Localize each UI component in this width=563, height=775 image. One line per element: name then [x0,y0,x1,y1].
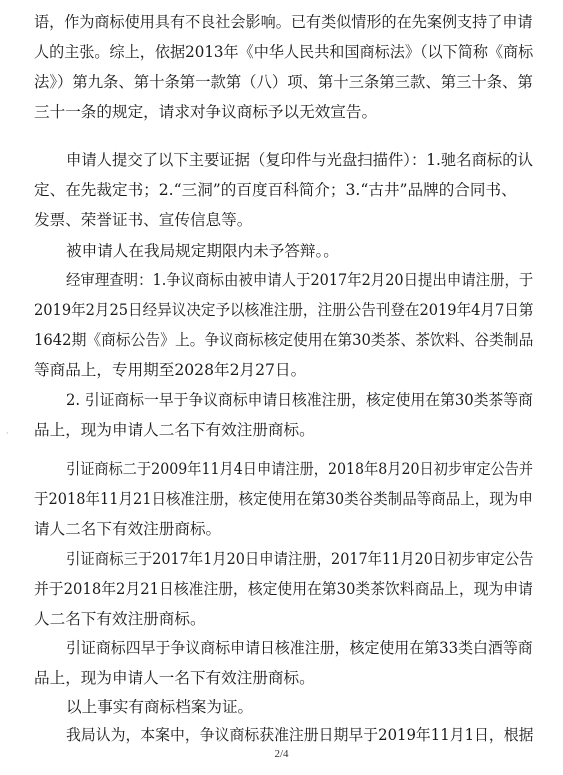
text-line: 法》）第九条、第十条第一款第（八）项、第十三条第三款、第三十条、第 [34,73,533,91]
text-line: 等商品上，专用期至2028年2月27日。 [34,361,307,379]
text-line: 三十一条的规定，请求对争议商标予以无效宣告。 [34,103,378,121]
text-line: 并于2018年2月21日核准注册，核定使用在第30类茶饮料商品上，现为申请 [34,580,533,598]
text-line: 人的主张。综上，依据2013年《中华人民共和国商标法》（以下简称《商标 [34,43,534,61]
text-line: 引证商标四早于争议商标申请日核准注册，核定使用在第33类白酒等商 [66,639,533,657]
text-line: 2. 引证商标一早于争议商标申请日核准注册，核定使用在第30类茶等商 [66,391,533,409]
text-line: 品上，现为申请人二名下有效注册商标。 [34,421,315,439]
text-line: 发票、荣誉证书、宣传信息等。 [34,211,253,229]
text-line: 品上，现为申请人一名下有效注册商标。 [34,669,315,687]
text-line: 申请人提交了以下主要证据（复印件与光盘扫描件）：1.驰名商标的认 [66,151,533,169]
text-line: 于2018年11月21日核准注册，核定使用在第30类谷类制品等商品上，现为申 [34,490,533,508]
text-line: 经审理查明：1.争议商标由被申请人于2017年2月20日提出申请注册，于 [66,271,534,289]
text-line: 请人二名下有效注册商标。 [34,520,222,538]
text-line: 1642期《商标公告》上。争议商标核定使用在第30类茶、茶饮料、谷类制品 [34,331,534,349]
text-line: 引证商标三于2017年1月20日申请注册，2017年11月20日初步审定公告 [66,550,534,568]
margin-mark: · [6,429,9,438]
text-line: 引证商标二于2009年11月4日申请注册，2018年8月20日初步审定公告并 [66,460,534,478]
text-line: 以上事实有商标档案为证。 [66,698,254,716]
text-line: 我局认为，本案中，争议商标获准注册日期早于2019年11月1日，根据 [66,726,534,744]
text-line: 人二名下有效注册商标。 [34,610,206,628]
page-number: 2/4 [274,748,289,760]
text-line: 2019年2月25日经异议决定予以核准注册，注册公告刊登在2019年4月7日第 [34,301,534,319]
text-line: 语，作为商标使用具有不良社会影响。已有类似情形的在先案例支持了申请 [34,13,533,31]
text-line: 被申请人在我局规定期限内未予答辩。。 [66,242,339,260]
text-line: 定、在先裁定书；2.“三洞”的百度百科简介；3.“古井”品牌的合同书、 [34,181,517,199]
